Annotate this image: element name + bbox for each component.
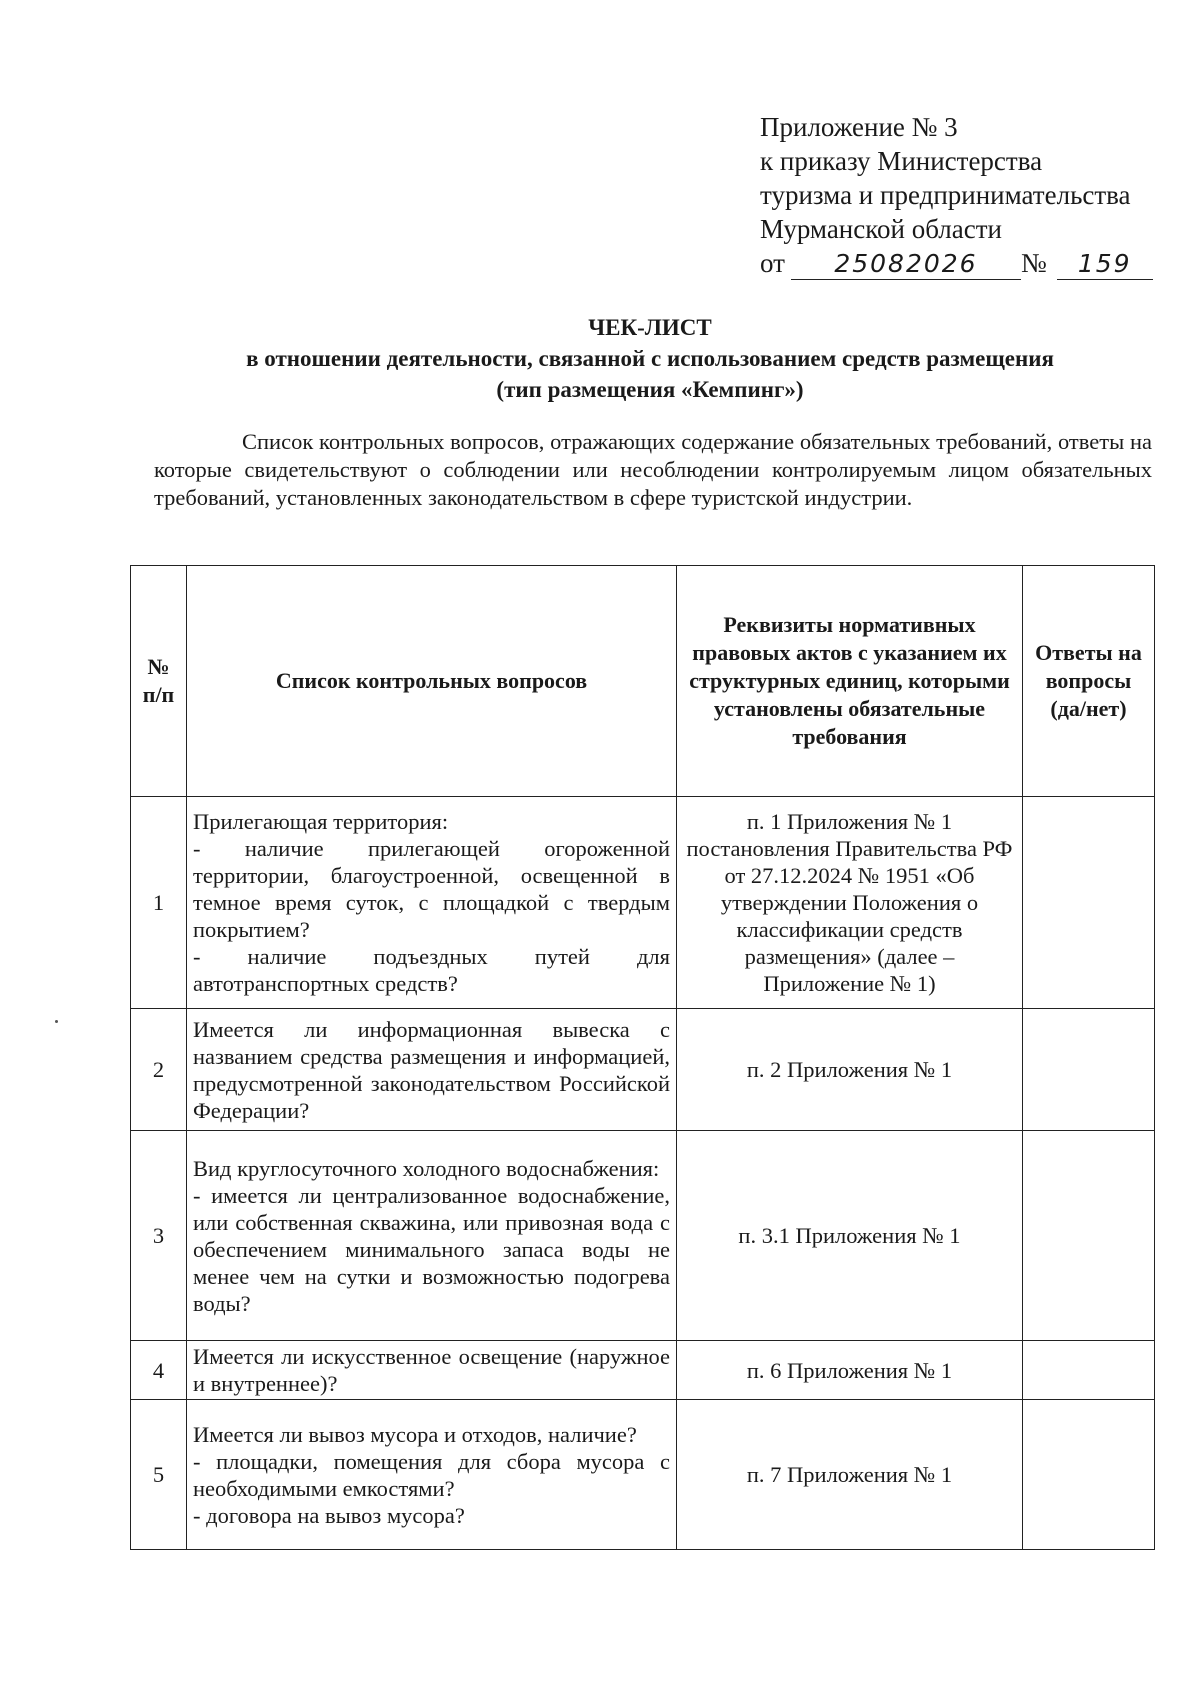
question-line: Имеется ли искусственное освещение (наружное и внутреннее)? bbox=[193, 1344, 670, 1396]
row-question bbox=[187, 1400, 677, 1550]
row-answer bbox=[1023, 797, 1155, 1009]
appendix-header bbox=[760, 110, 1153, 280]
table-row bbox=[131, 1400, 1155, 1550]
handwritten-number: 159 bbox=[1057, 249, 1153, 280]
document-title: ЧЕК-ЛИСТ bbox=[588, 315, 712, 340]
row-question bbox=[187, 1131, 677, 1341]
row-reference: п. 2 Приложения № 1 bbox=[677, 1009, 1023, 1131]
appendix-line: Приложение № 3 bbox=[760, 112, 958, 142]
handwritten-date: 25082026 bbox=[791, 249, 1021, 280]
question-line: - наличие подъездных путей для автотранспортных средств? bbox=[193, 944, 670, 996]
order-date-number bbox=[760, 246, 1153, 280]
checklist-table bbox=[130, 565, 1155, 1550]
from-label: от bbox=[760, 248, 785, 278]
checklist-body bbox=[131, 797, 1155, 1550]
row-number: 4 bbox=[131, 1341, 187, 1400]
row-number: 1 bbox=[131, 797, 187, 1009]
table-row bbox=[131, 1009, 1155, 1131]
table-row bbox=[131, 1131, 1155, 1341]
row-answer bbox=[1023, 1400, 1155, 1550]
row-question bbox=[187, 1009, 677, 1131]
row-answer bbox=[1023, 1341, 1155, 1400]
document-subtitle: в отношении деятельности, связанной с использованием средств размещения bbox=[246, 346, 1054, 371]
scan-speck bbox=[55, 1020, 58, 1023]
appendix-line: туризма и предпринимательства bbox=[760, 180, 1131, 210]
header-num: № п/п bbox=[131, 566, 187, 797]
question-line: - площадки, помещения для сбора мусора с необходимыми емкостями? bbox=[193, 1448, 670, 1501]
question-line: - имеется ли централизованное водоснабжение, или собственная скважина, или привозная вода с обеспечением минимального запаса воды не менее чем на сутки и возможностью подогрева воды? bbox=[193, 1182, 670, 1316]
appendix-line: к приказу Министерства bbox=[760, 146, 1043, 176]
header-questions: Список контрольных вопросов bbox=[187, 566, 677, 797]
row-number: 3 bbox=[131, 1131, 187, 1341]
table-row bbox=[131, 1341, 1155, 1400]
table-row bbox=[131, 797, 1155, 1009]
row-question bbox=[187, 797, 677, 1009]
question-line: Имеется ли вывоз мусора и отходов, наличие? bbox=[193, 1421, 637, 1447]
intro-paragraph: Список контрольных вопросов, отражающих содержание обязательных требований, ответы на которые свидетельствуют о соблюдении или несоблюдении контролируемым лицом обязательных требований, установленных законодательством в сфере туристской индустрии. bbox=[154, 429, 1152, 510]
row-reference: п. 6 Приложения № 1 bbox=[677, 1341, 1023, 1400]
question-line: - наличие прилегающей огороженной территории, благоустроенной, освещенной в темное время суток, с площадкой с твердым покрытием? bbox=[193, 836, 670, 942]
row-reference: п. 7 Приложения № 1 bbox=[677, 1400, 1023, 1550]
row-reference: п. 3.1 Приложения № 1 bbox=[677, 1131, 1023, 1341]
question-line: Прилегающая территория: bbox=[193, 809, 449, 834]
question-line: Имеется ли информационная вывеска с названием средства размещения и информацией, предусмотренной законодательством Российской Федерации? bbox=[193, 1016, 670, 1123]
table-header-row bbox=[131, 566, 1155, 797]
appendix-line: Мурманской области bbox=[760, 214, 1002, 244]
question-line: Вид круглосуточного холодного водоснабжения: bbox=[193, 1155, 660, 1181]
row-number: 5 bbox=[131, 1400, 187, 1550]
number-label: № bbox=[1020, 248, 1047, 278]
header-answers: Ответы на вопросы (да/нет) bbox=[1023, 566, 1155, 797]
row-question bbox=[187, 1341, 677, 1400]
row-answer bbox=[1023, 1131, 1155, 1341]
row-number: 2 bbox=[131, 1009, 187, 1131]
header-requisites: Реквизиты нормативных правовых актов с указанием их структурных единиц, которыми установлены обязательные требования bbox=[677, 566, 1023, 797]
row-reference: п. 1 Приложения № 1 постановления Правительства РФ от 27.12.2024 № 1951 «Об утверждении Положения о классификации средств размещения» (далее – Приложение № 1) bbox=[677, 797, 1023, 1009]
question-line: - договора на вывоз мусора? bbox=[193, 1502, 465, 1528]
row-answer bbox=[1023, 1009, 1155, 1131]
document-subtitle-type: (тип размещения «Кемпинг») bbox=[496, 377, 804, 402]
